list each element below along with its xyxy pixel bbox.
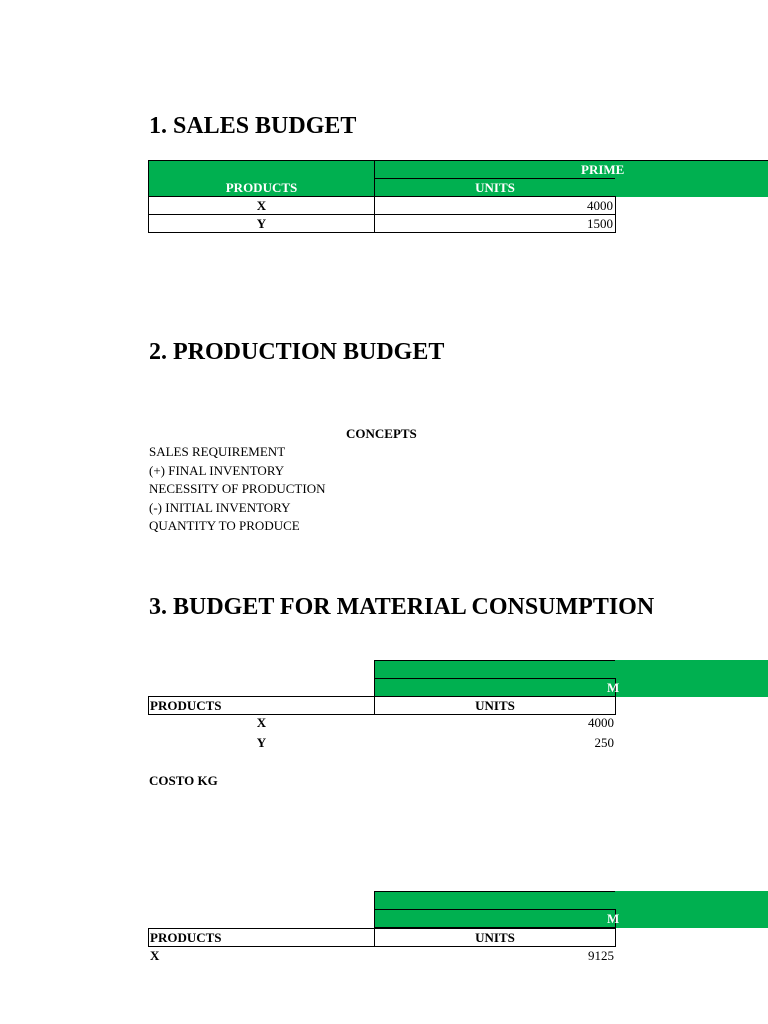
mat1-row-y-product: Y xyxy=(256,735,267,750)
mat1-green-band xyxy=(615,660,768,697)
sales-row-x-units: 4000 xyxy=(374,196,616,215)
material-consumption-title: 3. BUDGET FOR MATERIAL CONSUMPTION xyxy=(149,594,655,620)
mat1-units-header: UNITS xyxy=(374,696,616,715)
sales-prime-header-cell xyxy=(374,160,768,179)
concept-quantity-to-produce: QUANTITY TO PRODUCE xyxy=(149,518,300,533)
concepts-header: CONCEPTS xyxy=(346,426,417,441)
sales-products-header: PRODUCTS xyxy=(225,180,298,195)
sales-products-header-cell xyxy=(148,160,375,197)
mat1-header-m-cell xyxy=(374,678,620,697)
sales-units-header-cell xyxy=(374,178,616,197)
sales-row-y-units: 1500 xyxy=(374,214,616,233)
concept-initial-inventory: (-) INITIAL INVENTORY xyxy=(149,499,291,515)
mat1-products-header: PRODUCTS xyxy=(148,696,375,715)
sales-prime-header: PRIME xyxy=(581,162,625,177)
mat1-row-y-units: 250 xyxy=(594,735,614,750)
sales-units-header: UNITS xyxy=(475,180,515,195)
sales-row-x-product: X xyxy=(148,196,375,215)
mat2-row-x-units: 9125 xyxy=(588,948,614,963)
mat2-header-m-cell xyxy=(374,909,620,928)
mat1-group-header: M xyxy=(607,680,620,695)
mat2-products-header: PRODUCTS xyxy=(148,928,375,947)
mat2-units-header: UNITS xyxy=(374,928,616,947)
sales-green-band xyxy=(615,178,768,197)
concept-sales-requirement: SALES REQUIREMENT xyxy=(149,444,286,459)
mat2-header-top-cell xyxy=(374,891,616,910)
concepts-list xyxy=(149,443,325,536)
mat1-row-x-product: X xyxy=(256,715,267,730)
costo-kg-label: COSTO KG xyxy=(149,773,218,788)
mat1-header-top-cell xyxy=(374,660,616,679)
sales-budget-title: 1. SALES BUDGET xyxy=(149,113,357,139)
production-budget-title: 2. PRODUCTION BUDGET xyxy=(149,339,445,365)
mat2-group-header: M xyxy=(607,911,620,926)
mat1-row-x-units: 4000 xyxy=(588,715,614,730)
sales-row-y-product: Y xyxy=(148,214,375,233)
concept-necessity-of-production: NECESSITY OF PRODUCTION xyxy=(149,481,326,496)
concept-final-inventory: (+) FINAL INVENTORY xyxy=(149,462,285,478)
mat2-green-band xyxy=(615,891,768,928)
mat2-row-x-product: X xyxy=(150,948,160,963)
